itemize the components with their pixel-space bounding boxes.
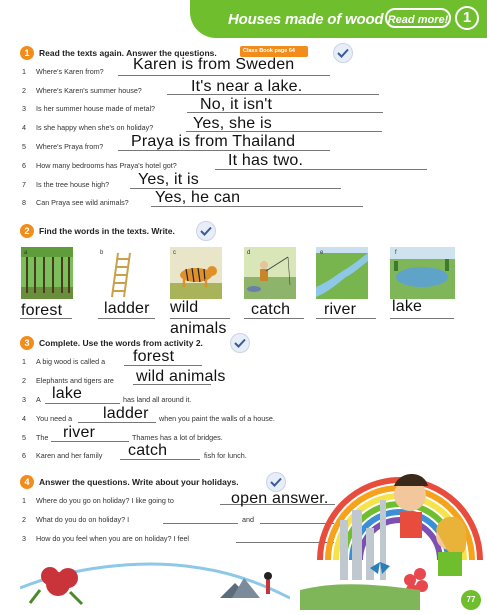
complete-answer-4[interactable]: ladder [103,405,149,422]
picture-answer-d[interactable]: catch [251,301,291,318]
answer-7[interactable]: Yes, it is [138,171,199,188]
holiday-illustration [300,440,485,610]
activity-4-instruction: Answer the questions. Write about your holidays. [39,477,239,487]
picture-answer-a[interactable]: forest [21,302,63,319]
picture-letter: d [247,250,251,256]
answer-3[interactable]: No, it isn't [200,96,273,113]
activity-1-instruction: Read the texts again. Answer the questions. [39,48,217,58]
answer-6[interactable]: It has two. [228,152,304,169]
fisherman-icon [244,247,296,299]
complete-answer-3[interactable]: lake [52,385,83,402]
check-icon[interactable] [333,43,353,63]
complete-5-rest: Thames has a lot of bridges. [132,433,223,442]
complete-6: 6 Karen and her family [22,451,103,460]
answer-line [98,318,155,319]
activity-3-number: 3 [20,336,34,350]
page-number: 77 [461,590,481,610]
picture-letter: c [173,250,176,256]
picture-letter: a [24,250,28,256]
complete-4: 4 You need a [22,414,73,423]
picture-letter: f [395,250,397,256]
activity-2-instruction: Find the words in the texts. Write. [39,226,175,236]
complete-5: 5 The [22,433,49,442]
page-title: Houses made of wood [228,11,384,28]
picture-answer-b[interactable]: ladder [104,300,150,317]
holiday-answer-1[interactable]: open answer. [231,490,329,507]
forest-icon [21,247,73,299]
answer-2[interactable]: It's near a lake. [191,78,303,95]
read-more-badge: Read more! [385,8,451,28]
holiday-question-2-and: and [242,515,254,524]
answer-line [163,523,238,524]
picture-answer-f[interactable]: lake [392,298,423,315]
question-6: 6 How many bedrooms has Praya's hotel got? [22,161,177,170]
class-book-badge: Class Book page 64 [240,46,308,57]
holiday-question-2: 2 What do you do on holiday? I [22,515,130,524]
complete-1: 1 A big wood is called a [22,357,106,366]
complete-4-rest: when you paint the walls of a house. [159,414,275,423]
complete-answer-6[interactable]: catch [128,442,168,459]
holiday-question-3: 3 How do you feel when you are on holiday? I feel [22,534,190,543]
complete-3: 3 A [22,395,41,404]
answer-4[interactable]: Yes, she is [193,115,272,132]
picture-letter: b [100,250,104,256]
answer-line [45,403,120,404]
complete-answer-5[interactable]: river [63,424,96,441]
question-3: 3 Is her summer house made of metal? [22,104,156,113]
ladder-icon [98,247,150,299]
question-5: 5 Where's Praya from? [22,142,104,151]
check-icon[interactable] [230,333,250,353]
complete-6-rest: fish for lunch. [204,451,247,460]
activity-1-number: 1 [20,46,34,60]
activity-2-number: 2 [20,224,34,238]
complete-3-rest: has land all around it. [123,395,192,404]
complete-answer-1[interactable]: forest [133,348,175,365]
rose-illustration [20,548,290,608]
unit-number-badge: 1 [455,6,479,30]
check-icon[interactable] [266,472,286,492]
question-8: 8 Can Praya see wild animals? [22,198,129,207]
answer-8[interactable]: Yes, he can [155,189,241,206]
activity-3-instruction: Complete. Use the words from activity 2. [39,338,203,348]
answer-line [118,75,330,76]
complete-answer-2[interactable]: wild animals [136,368,226,385]
holiday-question-1: 1 Where do you go on holiday? I like going to [22,496,174,505]
question-1: 1 Where's Karen from? [22,67,104,76]
river-icon [316,247,368,299]
lake-icon [390,247,455,299]
answer-1[interactable]: Karen is from Sweden [133,56,295,73]
question-2: 2 Where's Karen's summer house? [22,86,142,95]
picture-letter: e [320,250,324,256]
picture-answer-e[interactable]: river [324,301,357,318]
question-4: 4 Is she happy when she's on holiday? [22,123,154,132]
tiger-icon [170,247,222,299]
picture-answer-c[interactable]: wild animals [170,299,227,337]
check-icon[interactable] [196,221,216,241]
question-7: 7 Is the tree house high? [22,180,110,189]
answer-line [390,318,454,319]
activity-4-number: 4 [20,475,34,489]
answer-5[interactable]: Praya is from Thailand [131,133,296,150]
complete-2: 2 Elephants and tigers are [22,376,114,385]
